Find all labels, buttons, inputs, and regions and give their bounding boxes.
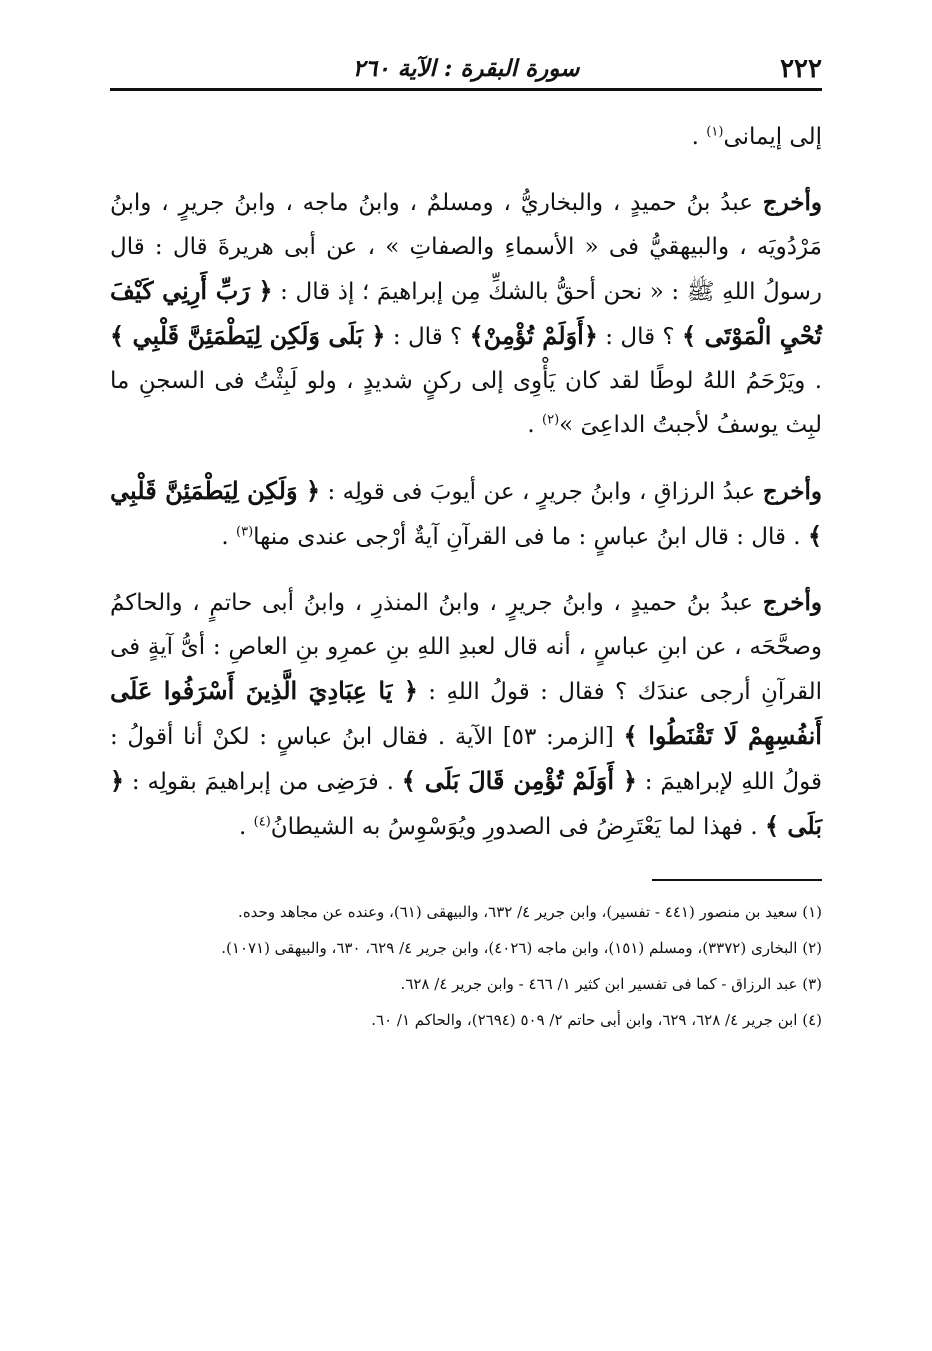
paragraph-2-text-c: ؟ قال : xyxy=(385,324,470,350)
quran-verse: ﴿ رَبِّ أَرِنِي كَيْفَ تُحْيِ الْمَوْتَى ﴾ xyxy=(110,276,822,350)
footnote-1: (١) سعيد بن منصور (٤٤١ - تفسير)، وابن جرير ٤/ ٦٣٢، والبيهقى (٦١)، وعنده عن مجاهد وحده. xyxy=(238,903,822,921)
paragraph-3-text-b: . قال : قال ابنُ عباسٍ : ما فى القرآنِ آيةٌ أرْجى عندى منها xyxy=(253,524,808,550)
surah-title: سورة البقرة : الآية ٢٦٠ xyxy=(352,55,580,82)
paragraph-1 xyxy=(110,115,822,159)
page-number: ٢٢٢ xyxy=(780,54,822,84)
paragraph-1-text: إلى إيمانى xyxy=(723,124,822,150)
footnote-2: (٢) البخارى (٣٣٧٢)، ومسلم (١٥١)، وابن ماجه (٤٠٢٦)، وابن جرير ٤/ ٦٢٩، ٦٣٠، والبيهقى (١٠٧١). xyxy=(221,939,822,957)
paragraph-3-lead: وأخرج xyxy=(762,478,822,505)
book-page xyxy=(110,40,822,1280)
paragraph-1-end: . xyxy=(691,124,707,150)
paragraph-2 xyxy=(110,181,822,447)
footnote-ref-4: (٤) xyxy=(253,814,271,830)
paragraph-2-end: . xyxy=(527,412,543,438)
paragraph-3-text-a: عبدُ الرزاقِ ، وابنُ جريرٍ ، عن أيوبَ فى قولِه : xyxy=(320,479,763,505)
footnote-ref-3: (٣) xyxy=(236,524,254,540)
quran-verse: ﴿ يَا عِبَادِيَ الَّذِينَ أَسْرَفُوا عَلَى أَنفُسِهِمْ لَا تَقْنَطُوا ﴾ xyxy=(110,676,822,750)
quran-verse: ﴿ بَلَى وَلَكِن لِيَطْمَئِنَّ قَلْبِي ﴾ xyxy=(110,321,386,350)
paragraph-3 xyxy=(110,469,822,559)
paragraph-2-lead: وأخرج xyxy=(762,189,822,216)
quran-verse: ﴿ أَوَلَمْ تُؤْمِن قَالَ بَلَى ﴾ xyxy=(401,766,637,795)
paragraph-3-end: . xyxy=(221,524,237,550)
footnote-3: (٣) عبد الرزاق - كما فى تفسير ابن كثير ١/ ٤٦٦ - وابن جرير ٤/ ٦٢٨. xyxy=(400,975,822,993)
quran-verse: ﴿أَوَلَمْ تُؤْمِنْ﴾ xyxy=(469,321,598,350)
quran-verse: ﴿ بَلَى ﴾ xyxy=(110,766,822,840)
paragraph-4-end: . xyxy=(239,814,254,840)
paragraph-4-text-a: عبدُ بنُ حميدٍ ، وابنُ جريرٍ ، وابنُ المنذرِ ، وابنُ أبى حاتمٍ ، والحاكمُ وصحَّحَه ، عن ابنِ عباسٍ ، أنه قال لعبدِ اللهِ بنِ عمرِو بنِ العاصِ : أىُّ آيةٍ فى القرآنِ أرجى عندَك ؟ فقال : قولُ اللهِ : xyxy=(110,590,822,705)
footnote-ref-1: (١) xyxy=(706,124,724,140)
paragraph-4-text-b: [الزمر: ٥٣] الآية . فقال ابنُ عباسٍ : لكنْ أنا أقولُ : قولُ اللهِ لإبراهيمَ : xyxy=(110,724,822,795)
paragraph-2-text-a: عبدُ بنُ حميدٍ ، والبخاريُّ ، ومسلمٌ ، وابنُ ماجه ، وابنُ جريرٍ ، وابنُ مَرْدُويَه ، والبيهقيُّ فى « الأسماءِ والصفاتِ » ، عن أبى هريرةَ قال : قال رسولُ اللهِ ﷺ : « نحن أحقُّ بالشكِّ مِن إبراهيمَ ؛ إذ قال : xyxy=(110,190,823,305)
quran-verse: ﴿ وَلَكِن لِيَطْمَئِنَّ قَلْبِي ﴾ xyxy=(110,476,822,550)
footnote-ref-2: (٢) xyxy=(542,412,560,428)
paragraph-4-text-c: . فرَضِى من إبراهيمَ بقولِه : xyxy=(124,769,402,795)
paragraph-2-text-d: . ويَرْحَمُ اللهُ لوطًا لقد كان يَأْوِى إلى ركنٍ شديدٍ ، ولو لَبِثْتُ فى السجنِ ما لبِث يوسفُ لأجبتُ الداعِىَ » xyxy=(110,368,822,438)
paragraph-4-text-d: . فهذا لما يَعْتَرِضُ فى الصدورِ ويُوَسْوِسُ به الشيطانُ xyxy=(270,814,765,840)
footnotes xyxy=(110,897,822,1035)
footnote-divider xyxy=(652,879,822,881)
paragraph-2-text-b: ؟ قال : xyxy=(597,324,682,350)
paragraph-4-lead: وأخرج xyxy=(762,589,822,616)
paragraph-4 xyxy=(110,581,822,849)
main-text xyxy=(110,115,822,849)
running-head xyxy=(110,40,822,91)
footnote-4: (٤) ابن جرير ٤/ ٦٢٨، ٦٢٩، وابن أبى حاتم ٢/ ٥٠٩ (٢٦٩٤)، والحاكم ١/ ٦٠. xyxy=(371,1011,822,1029)
